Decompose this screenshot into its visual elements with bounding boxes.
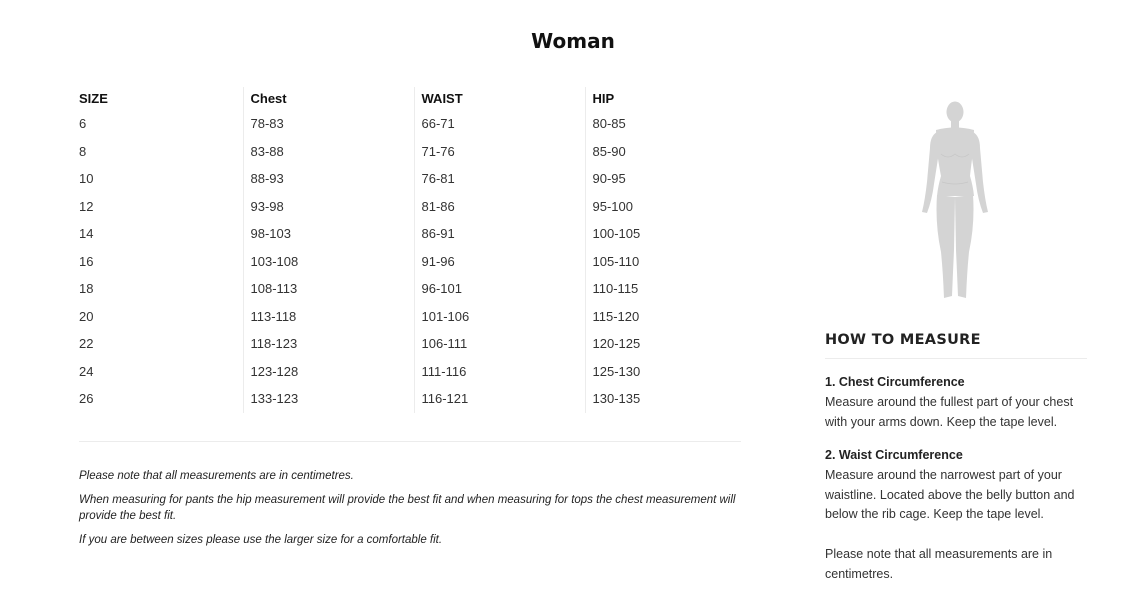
cell-waist: 111-116 xyxy=(414,358,585,386)
step-title: 2. Waist Circumference xyxy=(825,448,963,463)
cell-waist: 106-111 xyxy=(414,330,585,358)
female-body-silhouette-icon xyxy=(918,100,992,302)
cell-hip: 100-105 xyxy=(585,220,756,248)
cell-waist: 91-96 xyxy=(414,248,585,276)
cell-size: 14 xyxy=(79,226,94,242)
table-row xyxy=(72,385,756,413)
cell-waist: 86-91 xyxy=(414,220,585,248)
cell-size: 6 xyxy=(79,116,87,132)
cell-size: 20 xyxy=(79,308,94,324)
cell-size: 24 xyxy=(79,363,94,379)
step-chest-circumference xyxy=(825,375,1087,432)
cell-chest: 123-128 xyxy=(243,358,414,386)
column-header-size: SIZE xyxy=(79,91,108,106)
cell-hip: 120-125 xyxy=(585,330,756,358)
step-text: Measure around the fullest part of your chest with your arms down. Keep the tape level. xyxy=(825,395,1074,429)
cell-size: 18 xyxy=(79,281,94,297)
size-chart-table xyxy=(72,87,756,413)
cell-hip: 90-95 xyxy=(585,165,756,193)
cell-hip: 130-135 xyxy=(585,385,756,413)
cell-size: 16 xyxy=(79,253,94,269)
note-centimetres: Please note that all measurements are in centimetres. xyxy=(79,470,354,482)
table-row xyxy=(72,193,756,221)
cell-waist: 76-81 xyxy=(414,165,585,193)
table-row xyxy=(72,110,756,138)
cell-waist: 66-71 xyxy=(414,110,585,138)
table-row xyxy=(72,248,756,276)
column-header-waist: WAIST xyxy=(414,87,585,110)
step-waist-circumference xyxy=(825,448,1087,525)
how-to-measure-heading: HOW TO MEASURE xyxy=(825,332,1087,359)
measurement-notes xyxy=(79,468,759,556)
cell-waist: 101-106 xyxy=(414,303,585,331)
size-chart-body xyxy=(72,110,756,413)
cell-chest: 83-88 xyxy=(243,138,414,166)
cell-chest: 88-93 xyxy=(243,165,414,193)
how-to-measure-section xyxy=(825,332,1087,597)
cell-chest: 118-123 xyxy=(243,330,414,358)
cell-chest: 113-118 xyxy=(243,303,414,331)
cell-waist: 81-86 xyxy=(414,193,585,221)
cell-chest: 93-98 xyxy=(243,193,414,221)
cell-hip: 115-120 xyxy=(585,303,756,331)
table-header-row xyxy=(72,87,756,110)
cell-hip: 80-85 xyxy=(585,110,756,138)
note-between-sizes: If you are between sizes please use the larger size for a comfortable fit. xyxy=(79,534,443,546)
table-row xyxy=(72,275,756,303)
cell-chest: 133-123 xyxy=(243,385,414,413)
cell-hip: 125-130 xyxy=(585,358,756,386)
page-title: Woman xyxy=(531,29,615,53)
cell-chest: 98-103 xyxy=(243,220,414,248)
step-text: Measure around the narrowest part of your waistline. Located above the belly button and below the rib cage. Keep the tape level. xyxy=(825,468,1075,522)
cell-hip: 105-110 xyxy=(585,248,756,276)
table-row xyxy=(72,165,756,193)
cell-chest: 108-113 xyxy=(243,275,414,303)
cell-hip: 95-100 xyxy=(585,193,756,221)
cell-waist: 71-76 xyxy=(414,138,585,166)
cell-chest: 103-108 xyxy=(243,248,414,276)
table-row xyxy=(72,330,756,358)
note-best-fit: When measuring for pants the hip measurement will provide the best fit and when measuring for tops the chest measurement will provide the best fit. xyxy=(79,494,736,522)
cell-waist: 116-121 xyxy=(414,385,585,413)
column-header-chest: Chest xyxy=(243,87,414,110)
table-row xyxy=(72,220,756,248)
measurement-units-note: Please note that all measurements are in centimetres. xyxy=(825,546,1053,581)
table-row xyxy=(72,358,756,386)
cell-size: 22 xyxy=(79,336,94,352)
table-divider xyxy=(79,441,741,442)
step-title: 1. Chest Circumference xyxy=(825,375,965,389)
cell-size: 8 xyxy=(79,143,87,159)
table-row xyxy=(72,138,756,166)
cell-hip: 85-90 xyxy=(585,138,756,166)
column-header-hip: HIP xyxy=(585,87,756,110)
cell-size: 12 xyxy=(79,198,94,214)
cell-hip: 110-115 xyxy=(585,275,756,303)
table-row xyxy=(72,303,756,331)
cell-waist: 96-101 xyxy=(414,275,585,303)
cell-chest: 78-83 xyxy=(243,110,414,138)
cell-size: 26 xyxy=(79,391,94,407)
cell-size: 10 xyxy=(79,171,94,187)
